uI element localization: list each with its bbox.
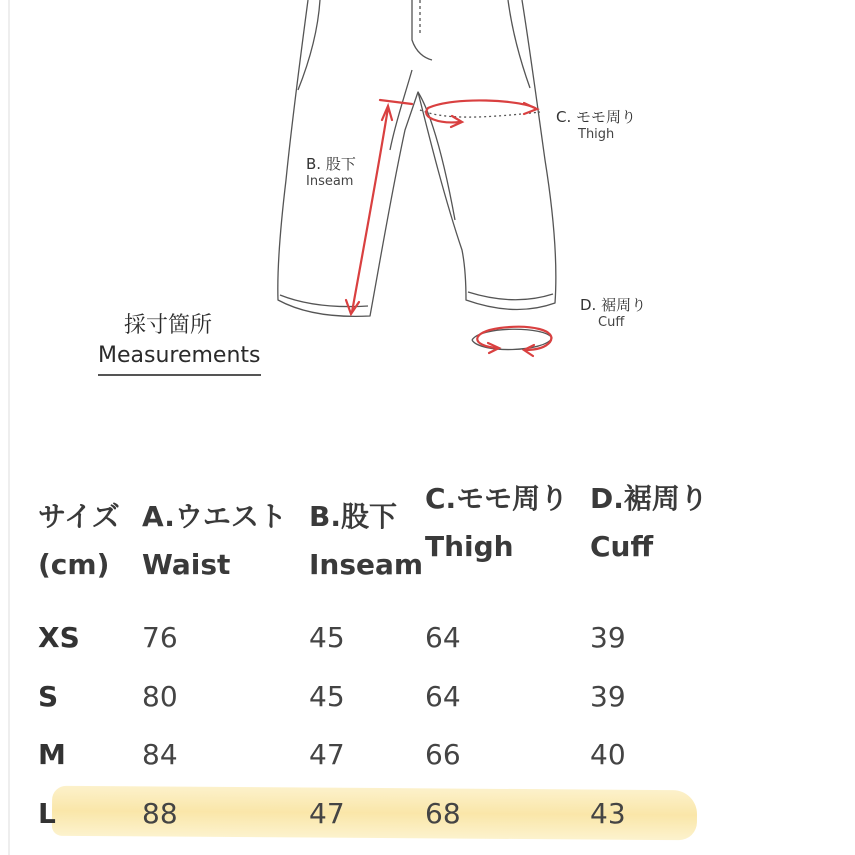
cell-thigh: 64 <box>425 621 461 654</box>
header-size-line2: (cm) <box>38 548 110 581</box>
header-waist-line1: A.ウエスト <box>142 500 287 533</box>
left-pocket-line <box>298 0 320 90</box>
header-waist-line2: Waist <box>142 548 231 581</box>
header-cuff <box>590 482 708 564</box>
header-thigh-line1: C.モモ周り <box>425 482 569 515</box>
cell-waist: 88 <box>142 797 178 830</box>
thigh-label-en: Thigh <box>578 127 615 142</box>
cell-waist: 84 <box>142 738 178 771</box>
fly-line <box>412 0 432 60</box>
crotch-left <box>390 70 412 150</box>
cell-thigh: 64 <box>425 680 461 713</box>
inseam-label-en: Inseam <box>306 174 354 189</box>
cuff-label-jp: D. 裾周り <box>580 296 647 314</box>
measurements-title <box>98 311 261 376</box>
cell-inseam: 45 <box>309 621 345 654</box>
cell-thigh: 68 <box>425 797 461 830</box>
cuff-label-en: Cuff <box>598 315 625 330</box>
measurements-title-en: Measurements <box>98 341 261 376</box>
thigh-label <box>556 108 636 144</box>
header-inseam-line1: B.股下 <box>309 500 397 533</box>
cell-size: XS <box>38 621 80 654</box>
header-inseam-line2: Inseam <box>309 548 424 581</box>
cell-cuff: 39 <box>590 680 626 713</box>
cuff-label <box>580 296 646 332</box>
cell-waist: 76 <box>142 621 178 654</box>
thigh-band <box>420 110 540 117</box>
right-pocket-line <box>508 0 530 88</box>
thigh-arrow <box>426 100 535 122</box>
measurements-title-jp: 採寸箇所 <box>124 313 213 338</box>
header-thigh <box>425 482 568 564</box>
cell-inseam: 47 <box>309 738 345 771</box>
inseam-arrow <box>352 108 388 312</box>
cell-cuff: 39 <box>590 621 626 654</box>
cell-inseam: 47 <box>309 797 345 830</box>
inseam-top-tick <box>380 100 412 104</box>
cell-size: L <box>38 797 56 830</box>
header-cuff-line2: Cuff <box>590 530 654 563</box>
cell-waist: 80 <box>142 680 178 713</box>
cell-inseam: 45 <box>309 680 345 713</box>
header-inseam <box>309 500 423 582</box>
header-size-line1: サイズ <box>38 500 120 533</box>
inseam-label <box>306 155 356 191</box>
thigh-label-jp: C. モモ周り <box>556 108 637 126</box>
cell-size: S <box>38 680 59 713</box>
header-waist <box>142 500 287 582</box>
right-hem <box>468 292 553 300</box>
header-thigh-line2: Thigh <box>425 530 514 563</box>
cell-size: M <box>38 738 66 771</box>
cuff-arrow <box>477 327 551 350</box>
header-cuff-line1: D.裾周り <box>590 482 708 515</box>
inseam-label-jp: B. 股下 <box>306 155 356 173</box>
crotch-right <box>418 92 455 220</box>
header-size <box>38 500 120 582</box>
cell-thigh: 66 <box>425 738 461 771</box>
cell-cuff: 43 <box>590 797 626 830</box>
cell-cuff: 40 <box>590 738 626 771</box>
